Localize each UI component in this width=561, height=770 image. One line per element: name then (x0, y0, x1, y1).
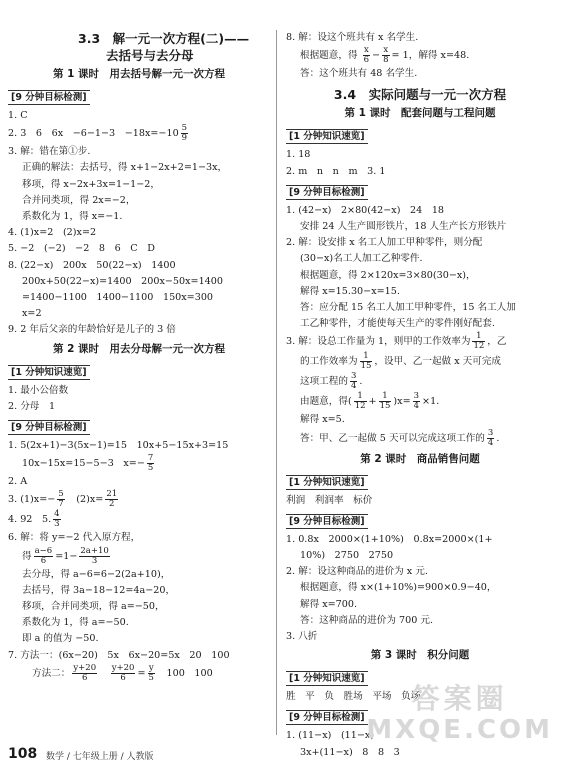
answer-line: 2. 3 6 6x −6−1−3 −18x=−10 $\frac{5}{9}$ (8, 123, 188, 144)
answer-line: 5. −2 (−2) −2 8 6 C D (8, 243, 155, 255)
answer-line: 根据题意，得 $\frac{x}{6}$ − $\frac{x}{8}$ = 1，解得 x=48. (300, 45, 470, 66)
fraction: $\frac{7}{5}$ (147, 453, 154, 474)
answer-line: 的工作效率为 $\frac{1}{15}$ ，设甲、乙一起做 x 天可完成 (300, 351, 502, 372)
answer-line: 系数化为 1，得 x=−1. (22, 211, 123, 223)
exercise-box-label: [1 分钟知识速览] (286, 475, 368, 490)
fraction: $\frac{y}{5}$ (148, 662, 154, 683)
answer-line: 解得 x=5. (300, 414, 345, 426)
answer-line: (30−x)名工人加工乙种零件. (300, 253, 423, 265)
fraction: $\frac{x}{6}$ (363, 45, 370, 66)
answer-line: 10%) 2750 2750 (300, 550, 394, 562)
answer-line: 3. (1)x=− $\frac{5}{7}$ (2)x= $\frac{21}{2}$ (8, 489, 118, 510)
page-number: 108 (8, 746, 38, 762)
answer-line: 工乙种零件，才能使每天生产的零件刚好配套. (300, 318, 495, 330)
answer-line: 6. 解：将 y=−2 代入原方程， (8, 532, 141, 544)
answer-line: x=2 (22, 308, 42, 320)
answer-line: 合并同类项，得 2x=−2， (22, 194, 136, 206)
answer-line: 解得 x=700. (300, 598, 358, 610)
answer-line: 3. 解：设总工作量为 1，则甲的工作效率为 $\frac{1}{12}$ ，乙 (286, 331, 507, 352)
fraction: $\frac{a-6}{6}$ (34, 545, 53, 566)
answer-line: 正确的解法：去括号，得 x+1−2x+2=1−3x， (22, 162, 228, 174)
exercise-box-label: [1 分钟知识速览] (286, 671, 368, 686)
fraction: $\frac{1}{12}$ (354, 391, 366, 412)
fraction: $\frac{3}{4}$ (487, 427, 494, 448)
answer-line: 1. C (8, 110, 28, 121)
column-divider (276, 30, 277, 735)
answer-line: 方法二： $\frac{y+20}{6}$ $\frac{y+20}{6}$ = $\frac{y}{5}$ 100 100 (32, 662, 213, 683)
answer-line: 3. 解：错在第①步. (8, 146, 91, 158)
lesson-heading: 第 2 课时 用去分母解一元一次方程 (52, 342, 226, 355)
fraction: $\frac{1}{15}$ (360, 351, 372, 372)
page-footer (0, 740, 561, 770)
answer-line: 答：应分配 15 名工人加工甲种零件，15 名工人加 (300, 302, 516, 314)
fraction: $\frac{2a+10}{3}$ (80, 545, 109, 566)
answer-line: 答：甲、乙一起做 5 天可以完成这项工作的 $\frac{3}{4}$ . (300, 427, 500, 448)
exercise-box-label: [1 分钟知识速览] (286, 129, 368, 144)
fraction: $\frac{1}{15}$ (379, 391, 391, 412)
exercise-box-label: [9 分钟目标检测] (8, 420, 90, 435)
answer-line: 8. (22−x) 200x 50(22−x) 1400 (8, 259, 176, 271)
fraction: $\frac{1}{12}$ (473, 331, 485, 352)
fraction: $\frac{x}{8}$ (383, 45, 389, 66)
answer-line: 答：这个班共有 48 名学生. (300, 68, 418, 80)
right-column (286, 30, 554, 761)
answer-line: 即 a 的值为 −50. (22, 633, 99, 645)
answer-line: 由题意，得( $\frac{1}{12}$ + $\frac{1}{15}$ )x= $\frac{3}{4}$ ×1. (300, 391, 440, 412)
left-column (8, 30, 270, 684)
lesson-heading: 第 1 课时 用去括号解一元一次方程 (52, 68, 226, 80)
answer-line: 1. 5(2x+1)−3(5x−1)=15 10x+5−15x+3=15 (8, 440, 229, 452)
answer-line: 移项，合并同类项，得 a=−50， (22, 601, 165, 613)
section-title: 3.4 实际问题与一元一次方程 (333, 87, 507, 103)
section-subtitle: 去括号与去分母 (106, 48, 194, 63)
exercise-box-label: [1 分钟知识速览] (8, 365, 90, 380)
exercise-box-label: [9 分钟目标检测] (286, 185, 368, 200)
answer-line: 2. m n n m 3. 1 (286, 165, 386, 177)
lesson-heading: 第 2 课时 商品销售问题 (360, 452, 480, 465)
answer-line: 2. 解：设这种商品的进价为 x 元. (286, 566, 428, 578)
answer-line: 这项工程的 $\frac{3}{4}$ . (300, 371, 363, 392)
answer-line: 答：这种商品的进价为 700 元. (300, 614, 433, 626)
answer-line: 2. 解：设安排 x 名工人加工甲种零件，则分配 (286, 237, 483, 249)
fraction: $\frac{3}{4}$ (350, 371, 357, 392)
answer-line: 2. 分母 1 (8, 400, 56, 412)
answer-line: 胜 平 负 胜场 平场 负场 (286, 691, 421, 703)
exercise-box-label: [9 分钟目标检测] (286, 514, 368, 529)
answer-line: 200x+50(22−x)=1400 200x−50x=1400 (22, 275, 223, 287)
watermark: 答案圈 MXQE.COM (366, 682, 553, 745)
answer-line: 3. 八折 (286, 631, 318, 643)
answer-line: 7. 方法一：(6x−20) 5x 6x−20=5x 20 100 (8, 649, 230, 661)
fraction: $\frac{5}{9}$ (181, 123, 188, 144)
answer-line: 根据题意，得 x×(1+10%)=900×0.9−40， (300, 582, 497, 594)
fraction: $\frac{21}{2}$ (106, 489, 118, 510)
answer-line: 去括号，得 3a−18−12=4a−20， (22, 584, 176, 596)
answer-line: =1400−1100 1400−1100 150x=300 (22, 292, 214, 304)
answer-line: 系数化为 1，得 a=−50. (22, 617, 129, 629)
answer-line: 1. (42−x) 2×80(42−x) 24 18 (286, 204, 445, 216)
answer-line: 安排 24 人生产圆形铁片，18 人生产长方形铁片 (300, 221, 507, 233)
answer-line: 2. A (8, 476, 28, 488)
lesson-heading: 第 3 课时 积分问题 (370, 649, 470, 662)
answer-line: 解得 x=15.30−x=15. (300, 285, 400, 297)
answer-line: 4. 92 5. $\frac{4}{3}$ (8, 509, 60, 530)
exercise-box-label: [9 分钟目标检测] (286, 710, 368, 725)
lesson-heading: 第 1 课时 配套问题与工程问题 (344, 107, 496, 120)
answer-line: 3x+(11−x) 8 8 3 (300, 746, 400, 758)
answer-line: 去分母，得 a−6=6−2(2a+10)， (22, 568, 171, 580)
answer-line: 9. 2 年后父亲的年龄恰好是儿子的 3 倍 (8, 324, 176, 336)
fraction: $\frac{y+20}{6}$ (73, 662, 97, 683)
answer-line: 移项，得 x−2x+3x=1−1−2， (22, 178, 160, 190)
fraction: $\frac{y+20}{6}$ (111, 662, 135, 683)
answer-line: 1. 18 (286, 149, 311, 161)
answer-line: 1. 最小公倍数 (8, 384, 69, 396)
book-info: 数学 / 七年级上册 / 人教版 (46, 752, 154, 762)
answer-line: 8. 解：设这个班共有 x 名学生. (286, 32, 419, 43)
answer-line: 1. (11−x) (11−x) (286, 730, 375, 742)
answer-line: 4. (1)x=2 (2)x=2 (8, 227, 97, 239)
fraction: $\frac{5}{7}$ (58, 489, 64, 510)
fraction: $\frac{3}{4}$ (413, 391, 420, 412)
answer-line: 根据题意，得 2×120x=3×80(30−x)， (300, 269, 476, 281)
answer-line: 1. 0.8x 2000×(1+10%) 0.8x=2000×(1+ (286, 533, 493, 545)
section-title: 3.3 解一元一次方程(二)—— (78, 31, 250, 46)
exercise-box-label: [9 分钟目标检测] (8, 90, 90, 105)
answer-line: 利润 利润率 标价 (286, 494, 373, 506)
answer-line: 10x−15x=15−5−3 x=− $\frac{7}{5}$ (22, 453, 154, 474)
fraction: $\frac{4}{3}$ (54, 509, 60, 530)
answer-line: 得 $\frac{a-6}{6}$ =1− $\frac{2a+10}{3}$ (22, 545, 109, 566)
